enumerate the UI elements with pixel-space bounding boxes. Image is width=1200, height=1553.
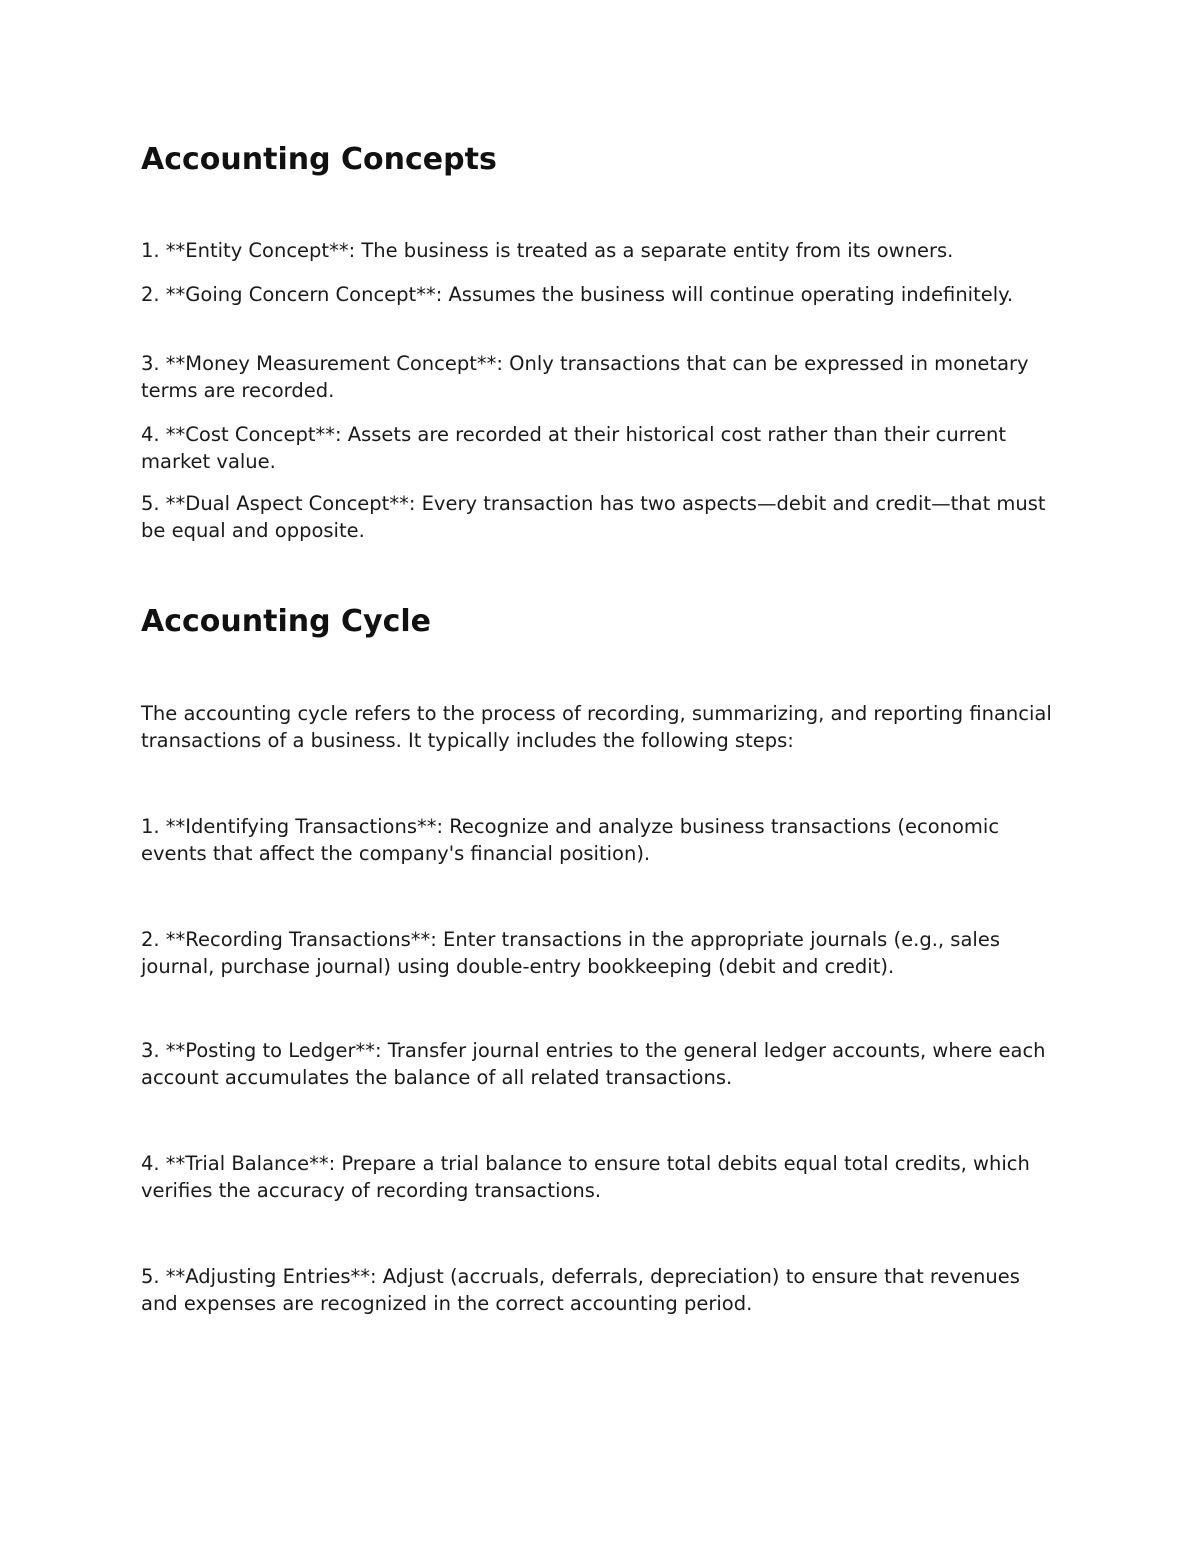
cycle-step-posting: 3. **Posting to Ledger**: Transfer journal entries to the general ledger accounts, where each account accumulates the balance of all related transactions. xyxy=(141,1039,1046,1089)
concept-item-entity: 1. **Entity Concept**: The business is treated as a separate entity from its owners. xyxy=(141,239,954,262)
concept-item-cost: 4. **Cost Concept**: Assets are recorded at their historical cost rather than their current market value. xyxy=(141,423,1007,473)
section-heading-accounting-concepts: Accounting Concepts xyxy=(141,142,497,177)
concept-item-money-measurement: 3. **Money Measurement Concept**: Only transactions that can be expressed in monetary terms are recorded. xyxy=(141,352,1029,402)
cycle-step-recording: 2. **Recording Transactions**: Enter transactions in the appropriate journals (e.g., sales journal, purchase journal) using double-entry bookkeeping (debit and credit). xyxy=(141,928,1000,978)
section-heading-accounting-cycle: Accounting Cycle xyxy=(141,604,431,639)
cycle-step-identifying: 1. **Identifying Transactions**: Recognize and analyze business transactions (economic events that affect the company's financial position). xyxy=(141,815,1000,865)
cycle-step-adjusting: 5. **Adjusting Entries**: Adjust (accruals, deferrals, depreciation) to ensure that revenues and expenses are recognized in the correct accounting period. xyxy=(141,1265,1020,1315)
concept-item-dual-aspect: 5. **Dual Aspect Concept**: Every transaction has two aspects—debit and credit—that must be equal and opposite. xyxy=(141,492,1046,542)
cycle-step-trial-balance: 4. **Trial Balance**: Prepare a trial balance to ensure total debits equal total credits, which verifies the accuracy of recording transactions. xyxy=(141,1152,1030,1202)
cycle-intro-paragraph: The accounting cycle refers to the process of recording, summarizing, and reporting financial transactions of a business. It typically includes the following steps: xyxy=(141,702,1052,752)
concept-item-going-concern: 2. **Going Concern Concept**: Assumes the business will continue operating indefinitely. xyxy=(141,283,1014,306)
